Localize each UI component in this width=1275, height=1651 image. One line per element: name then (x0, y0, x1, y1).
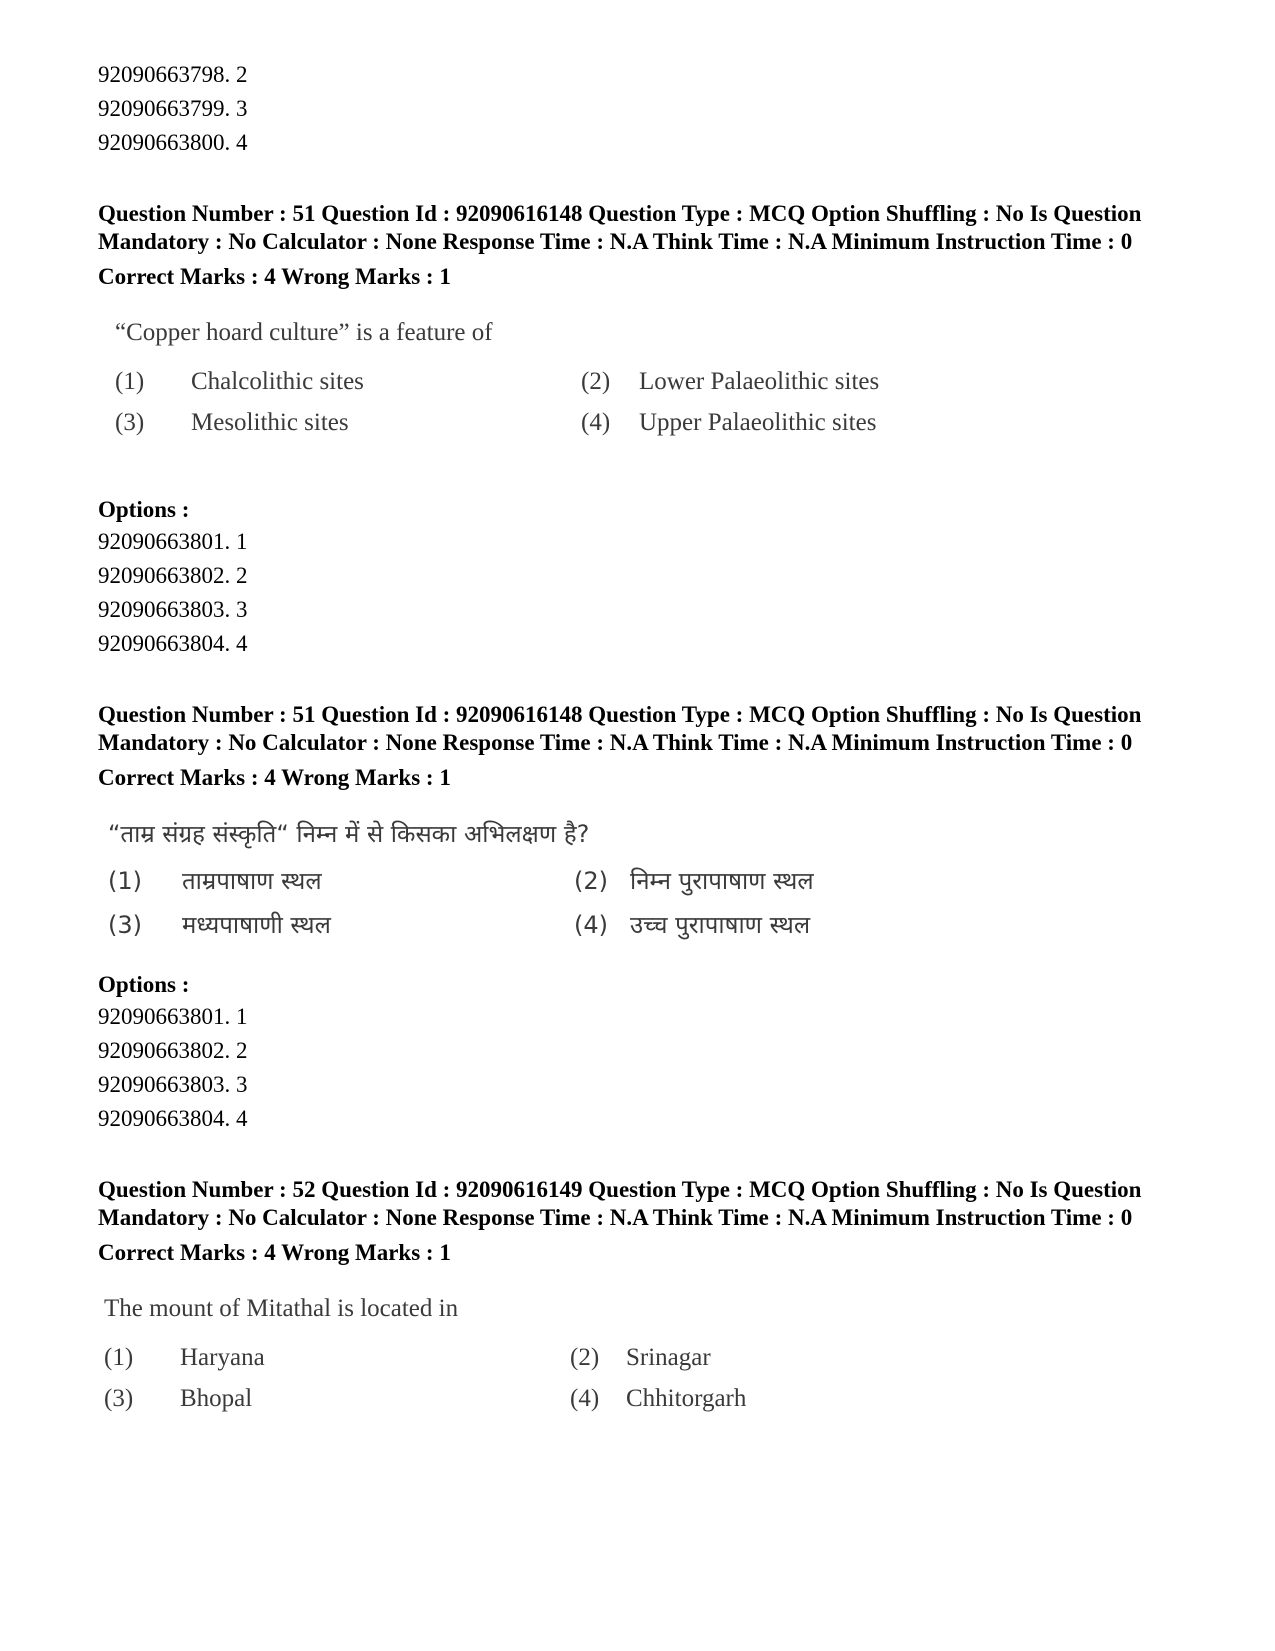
option-line: 92090663804. 4 (98, 1106, 248, 1131)
choice-3: (3) Mesolithic sites (115, 409, 349, 436)
option-line: 92090663799. 3 (98, 96, 248, 121)
question-meta: Question Number : 52 Question Id : 92090616149 Question Type : MCQ Option Shuffling : No Is Question Mandatory : No Calculator : None Response Time : N.A Think Time : N.A Minimum Instruction Time : 0 (98, 1177, 1142, 1230)
question-content (98, 1293, 1198, 1423)
option-line: 92090663801. 1 (98, 1004, 248, 1029)
choice-row (104, 1382, 1198, 1423)
question-text: The mount of Mitathal is located in (104, 1295, 459, 1322)
choice-1: (1) ताम्रपाषाण स्थल (108, 867, 322, 895)
option-line: 92090663800. 4 (98, 130, 248, 155)
document-page (98, 58, 1198, 1423)
option-line: 92090663802. 2 (98, 563, 248, 588)
previous-options-list (98, 58, 1198, 160)
question-block-51-hindi (98, 701, 1198, 1136)
question-block-52-english (98, 1176, 1198, 1423)
options-list (98, 525, 1198, 661)
choice-3: (3) Bhopal (104, 1385, 253, 1412)
option-line: 92090663801. 1 (98, 529, 248, 554)
question-text: “Copper hoard culture” is a feature of (115, 319, 493, 346)
question-marks: Correct Marks : 4 Wrong Marks : 1 (98, 765, 451, 790)
choice-2: (2) Lower Palaeolithic sites (581, 368, 880, 395)
question-marks: Correct Marks : 4 Wrong Marks : 1 (98, 1240, 451, 1265)
choice-1: (1) Chalcolithic sites (115, 368, 364, 395)
choice-1: (1) Haryana (104, 1344, 265, 1371)
choice-row (108, 864, 1198, 908)
choice-2: (2) Srinagar (570, 1344, 711, 1371)
choice-2: (2) निम्न पुरापाषाण स्थल (574, 867, 814, 895)
question-text: “ताम्र संग्रह संस्कृति“ निम्न में से किसका अभिलक्षण है? (108, 820, 590, 848)
choice-3: (3) मध्यपाषाणी स्थल (108, 911, 331, 939)
option-line: 92090663798. 2 (98, 62, 248, 87)
question-block-51-english (98, 200, 1198, 661)
choice-row (115, 406, 1198, 447)
option-line: 92090663804. 4 (98, 631, 248, 656)
question-meta: Question Number : 51 Question Id : 92090616148 Question Type : MCQ Option Shuffling : No Is Question Mandatory : No Calculator : None Response Time : N.A Think Time : N.A Minimum Instruction Time : 0 (98, 702, 1142, 755)
choice-4: (4) Chhitorgarh (570, 1385, 747, 1412)
options-heading: Options : (98, 497, 190, 522)
question-content (98, 818, 1198, 952)
question-marks: Correct Marks : 4 Wrong Marks : 1 (98, 264, 451, 289)
choice-row (108, 908, 1198, 952)
option-line: 92090663803. 3 (98, 597, 248, 622)
question-content (98, 317, 1198, 447)
choice-4: (4) उच्च पुरापाषाण स्थल (574, 911, 811, 939)
option-line: 92090663803. 3 (98, 1072, 248, 1097)
choice-row (115, 365, 1198, 406)
options-heading: Options : (98, 972, 190, 997)
question-meta: Question Number : 51 Question Id : 92090616148 Question Type : MCQ Option Shuffling : No Is Question Mandatory : No Calculator : None Response Time : N.A Think Time : N.A Minimum Instruction Time : 0 (98, 201, 1142, 254)
choice-row (104, 1341, 1198, 1382)
option-line: 92090663802. 2 (98, 1038, 248, 1063)
options-list (98, 1000, 1198, 1136)
choice-4: (4) Upper Palaeolithic sites (581, 409, 877, 436)
